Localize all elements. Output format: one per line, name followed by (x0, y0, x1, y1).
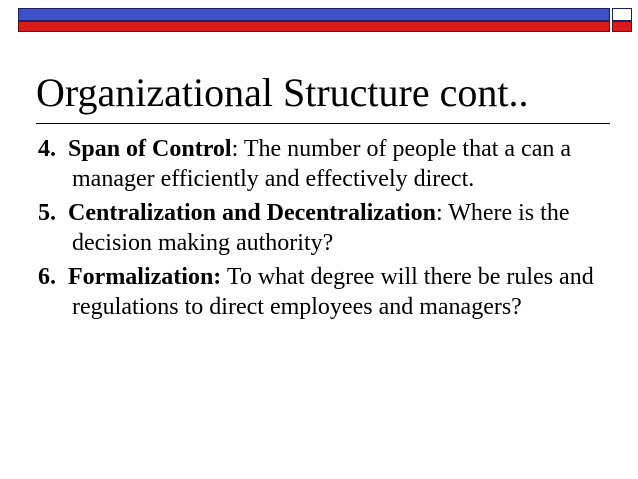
header-red-band (18, 21, 610, 32)
item-number: 6. (38, 264, 56, 290)
header-decoration-bar (18, 8, 610, 32)
item-description: : Where is the decision making authority? (72, 200, 570, 256)
list-item (38, 134, 610, 194)
list-item (38, 262, 610, 322)
header-corner-outline (612, 8, 632, 21)
slide-title: Organizational Structure cont.. (36, 70, 529, 115)
item-description: To what degree will there be rules and regulations to direct employees and managers? (72, 264, 594, 320)
item-number: 5. (38, 200, 56, 226)
header-corner-decoration (612, 8, 632, 32)
slide-body (38, 134, 610, 326)
item-term: Formalization: (68, 264, 222, 290)
header-corner-red (612, 21, 632, 32)
list-item (38, 198, 610, 258)
item-description: : The number of people that a can a manager efficiently and effectively direct. (72, 136, 572, 192)
header-blue-band (18, 8, 610, 21)
item-term: Span of Control (68, 136, 232, 162)
title-divider (36, 123, 610, 124)
item-term: Centralization and Decentralization (68, 200, 436, 226)
item-number: 4. (38, 136, 56, 162)
